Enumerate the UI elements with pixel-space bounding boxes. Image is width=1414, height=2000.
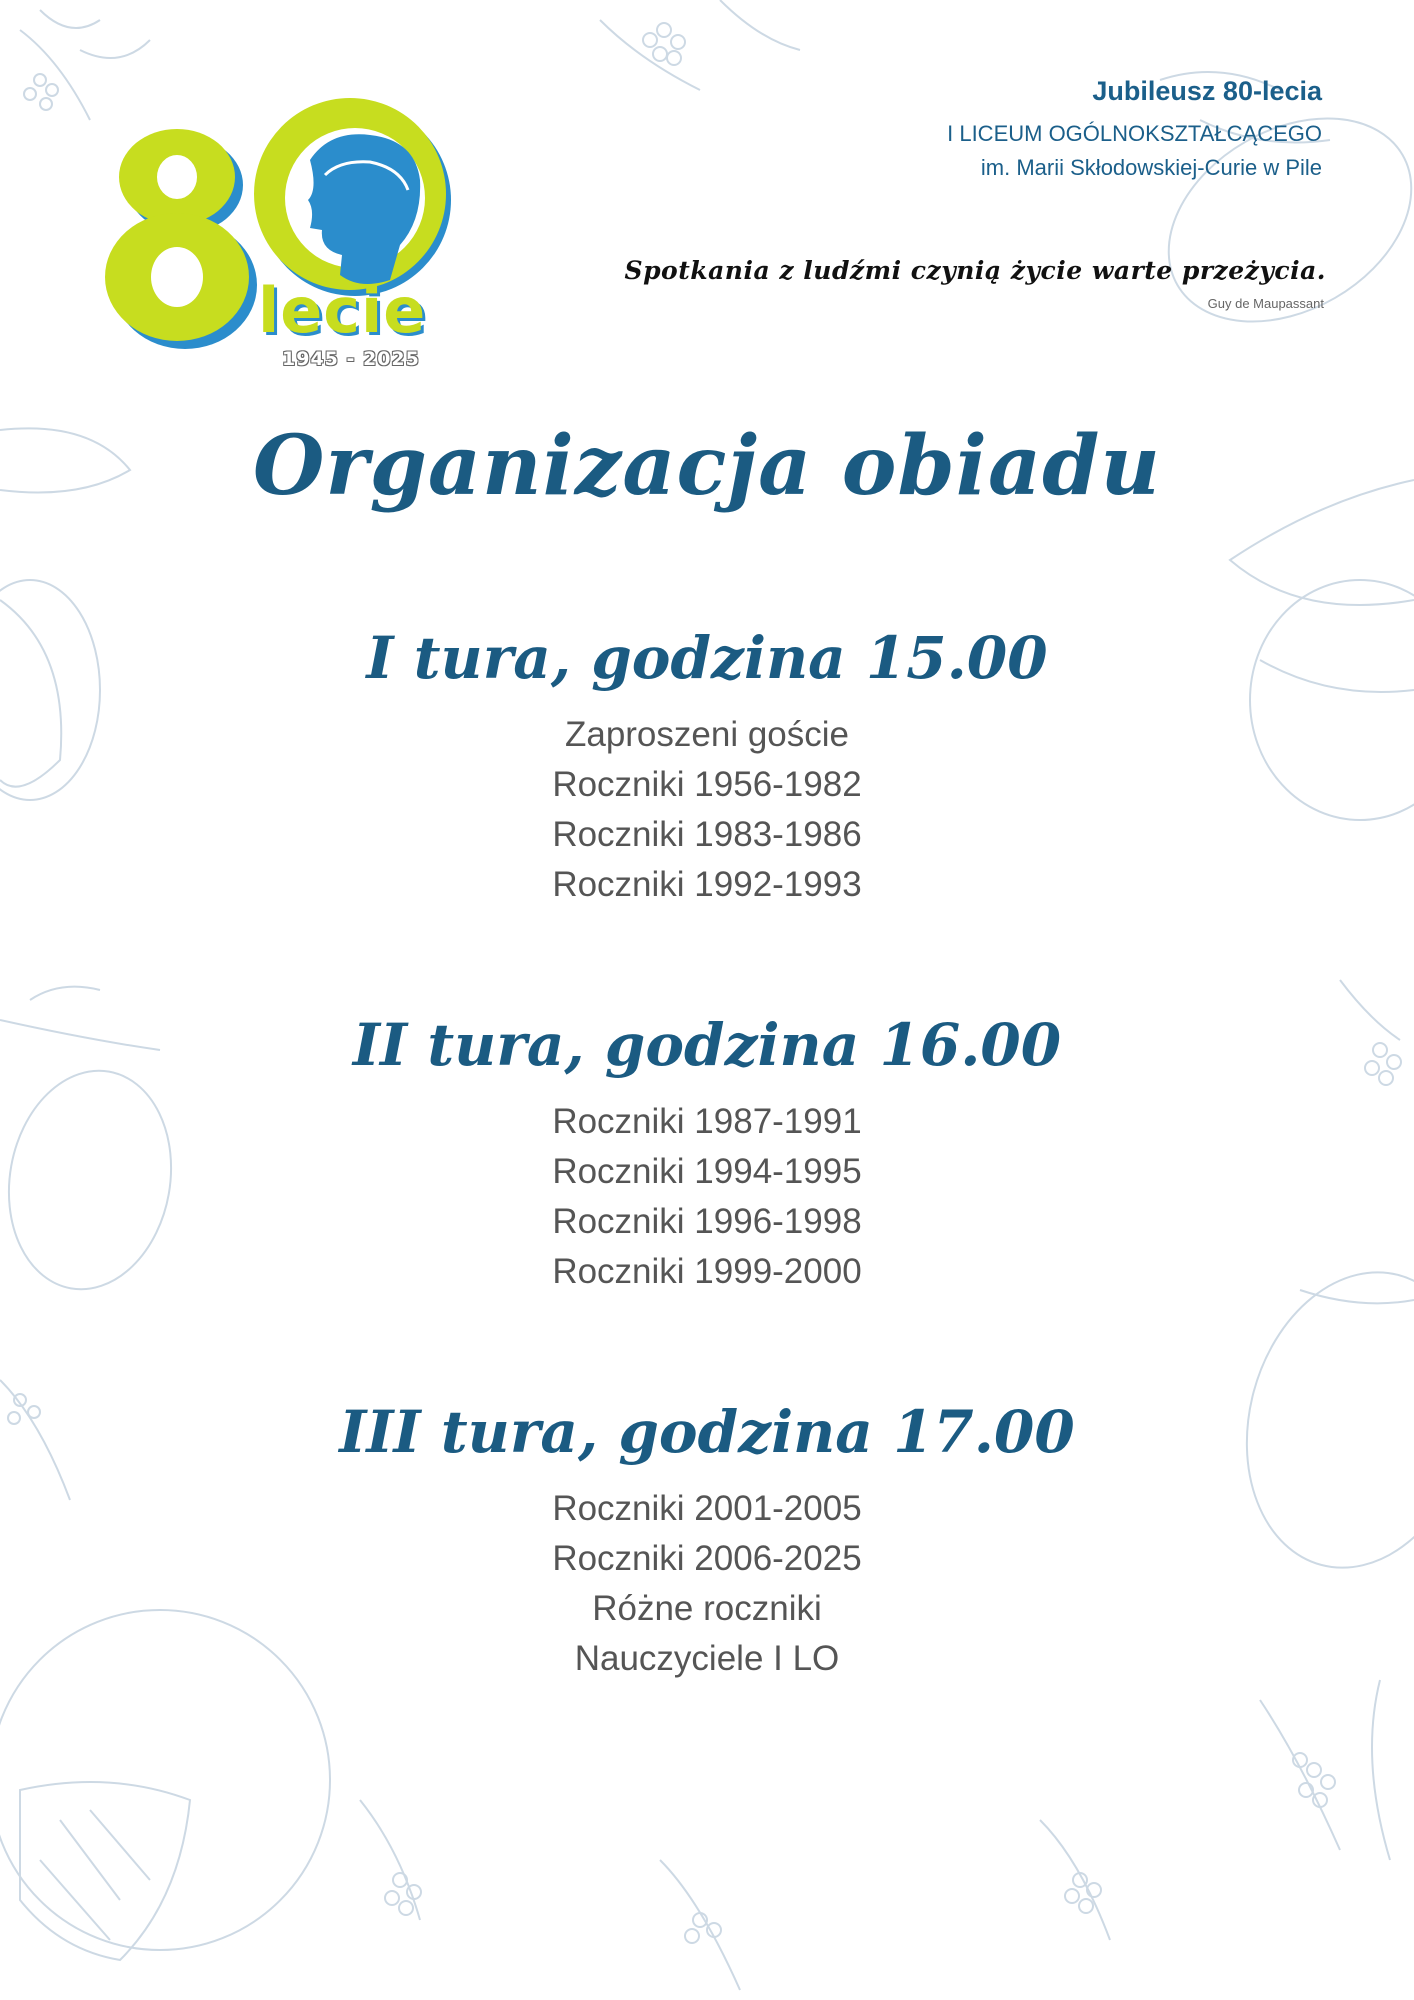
quote-author: Guy de Maupassant xyxy=(1207,296,1324,311)
list-item: Roczniki 1983-1986 xyxy=(552,815,862,854)
section-list xyxy=(0,710,1414,910)
header-line-1: I LICEUM OGÓLNOKSZTAŁCĄCEGO xyxy=(947,121,1322,146)
list-item: Roczniki 1994-1995 xyxy=(552,1152,862,1191)
section-1 xyxy=(0,618,1414,910)
logo-word: lecie xyxy=(258,274,427,347)
list-item: Roczniki 2006-2025 xyxy=(552,1539,862,1578)
section-heading: III tura, godzina 17.00 xyxy=(339,1398,1075,1466)
list-item: Roczniki 1996-1998 xyxy=(552,1202,862,1241)
header xyxy=(947,76,1322,185)
list-item: Roczniki 1999-2000 xyxy=(552,1252,862,1291)
section-heading: I tura, godzina 15.00 xyxy=(366,624,1048,692)
header-title: Jubileusz 80-lecia xyxy=(1092,76,1322,106)
list-item: Różne roczniki xyxy=(592,1589,822,1628)
list-item: Nauczyciele I LO xyxy=(574,1639,840,1678)
section-list xyxy=(0,1484,1414,1684)
list-item: Roczniki 2001-2005 xyxy=(552,1489,862,1528)
section-3 xyxy=(0,1392,1414,1684)
section-2 xyxy=(0,1005,1414,1297)
page-title: Organizacja obiadu xyxy=(252,418,1162,514)
section-heading: II tura, godzina 16.00 xyxy=(352,1011,1062,1079)
list-item: Roczniki 1956-1982 xyxy=(552,765,862,804)
header-line-2: im. Marii Skłodowskiej-Curie w Pile xyxy=(980,155,1322,180)
quote-text: Spotkania z ludźmi czynią życie warte przeżycia. xyxy=(624,256,1326,285)
logo-years: 1945 - 2025 xyxy=(282,348,420,370)
list-item: Zaproszeni goście xyxy=(564,715,850,754)
list-item: Roczniki 1992-1993 xyxy=(552,865,862,904)
section-list xyxy=(0,1097,1414,1297)
list-item: Roczniki 1987-1991 xyxy=(552,1102,862,1141)
